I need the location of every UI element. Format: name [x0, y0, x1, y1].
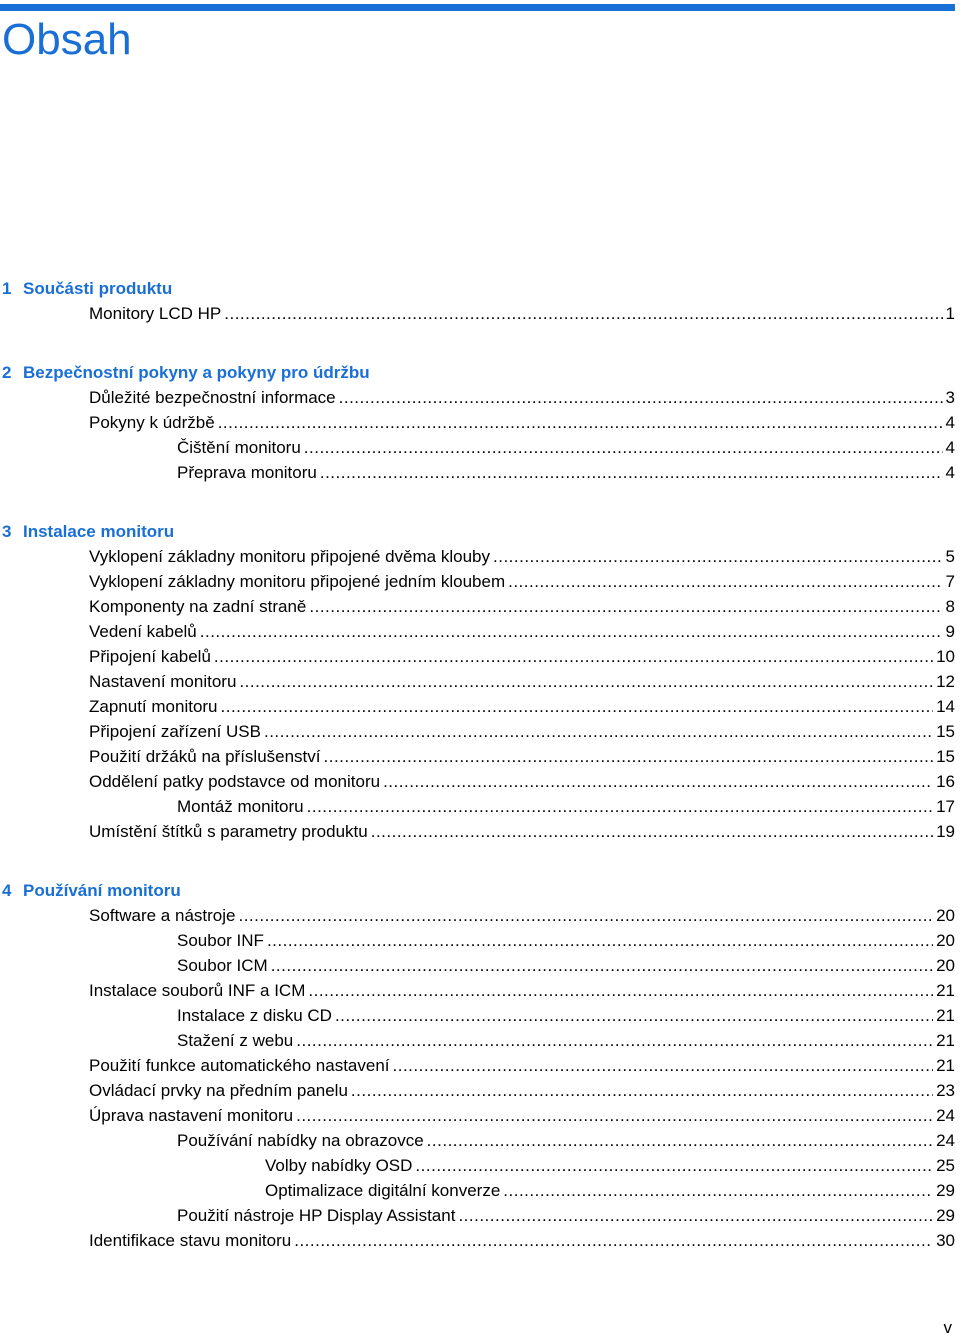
toc-entry-page: 21: [936, 1006, 955, 1025]
toc-entry-page: 14: [936, 697, 955, 716]
dot-leader: [304, 435, 943, 460]
toc-entry-label: Instalace z disku CD: [177, 1006, 332, 1025]
toc-entry-label: Připojení kabelů: [89, 647, 211, 666]
toc-entry-page: 21: [936, 1056, 955, 1075]
toc-entry-label: Umístění štítků s parametry produktu: [89, 822, 368, 841]
toc-entry-label: Vyklopení základny monitoru připojené dvěma klouby: [89, 547, 490, 566]
toc-entry-label: Optimalizace digitální konverze: [265, 1181, 501, 1200]
toc-entry-label: Používání nabídky na obrazovce: [177, 1131, 424, 1150]
toc-entry-page: 4: [945, 463, 955, 482]
toc-entry-page: 21: [936, 1031, 955, 1050]
toc-entry-page: 19: [936, 822, 955, 841]
toc-entry-link[interactable]: [0, 385, 955, 410]
toc-entry-page: 9: [945, 622, 955, 641]
toc-entry-link[interactable]: [0, 769, 955, 794]
toc-entry-page: 25: [936, 1156, 955, 1175]
toc-entry-page: 24: [936, 1106, 955, 1125]
toc-entry-page: 16: [936, 772, 955, 791]
toc-entry-label: Komponenty na zadní straně: [89, 597, 307, 616]
chapter-title: Používání monitoru: [23, 881, 181, 900]
toc-entry-link[interactable]: [0, 794, 955, 819]
toc-entry-page: 15: [936, 722, 955, 741]
toc-entry-page: 23: [936, 1081, 955, 1100]
toc-entry-page: 30: [936, 1231, 955, 1250]
toc-entry-page: 21: [936, 981, 955, 1000]
toc-chapter: [0, 878, 955, 1253]
toc-entry-label: Soubor ICM: [177, 956, 268, 975]
toc-chapter: [0, 360, 955, 485]
dot-leader: [294, 1228, 933, 1253]
dot-leader: [218, 410, 943, 435]
toc-entry-link[interactable]: [0, 1153, 955, 1178]
toc-entry-page: 10: [936, 647, 955, 666]
toc-entry-link[interactable]: [0, 569, 955, 594]
dot-leader: [427, 1128, 933, 1153]
toc-entry-label: Nastavení monitoru: [89, 672, 237, 691]
toc-entry-label: Úprava nastavení monitoru: [89, 1106, 294, 1125]
dot-leader: [307, 794, 933, 819]
table-of-contents: [0, 276, 955, 1287]
toc-entry-label: Použití nástroje HP Display Assistant: [177, 1206, 456, 1225]
toc-entry-link[interactable]: [0, 460, 955, 485]
toc-entry-link[interactable]: [0, 301, 955, 326]
toc-entry-page: 20: [936, 931, 955, 950]
toc-entry-label: Instalace souborů INF a ICM: [89, 981, 306, 1000]
chapter-heading-link[interactable]: [0, 519, 955, 544]
toc-entry-page: 12: [936, 672, 955, 691]
dot-leader: [458, 1203, 933, 1228]
toc-entry-label: Identifikace stavu monitoru: [89, 1231, 292, 1250]
toc-entry-link[interactable]: [0, 953, 955, 978]
toc-entry-label: Čištění monitoru: [177, 438, 301, 457]
dot-leader: [493, 544, 943, 569]
toc-entry-link[interactable]: [0, 928, 955, 953]
dot-leader: [264, 719, 933, 744]
dot-leader: [339, 385, 943, 410]
toc-entry-label: Důležité bezpečnostní informace: [89, 388, 336, 407]
toc-entry-link[interactable]: [0, 669, 955, 694]
toc-entry-label: Stažení z webu: [177, 1031, 294, 1050]
toc-entry-link[interactable]: [0, 694, 955, 719]
toc-entry-label: Vedení kabelů: [89, 622, 197, 641]
toc-entry-link[interactable]: [0, 1078, 955, 1103]
toc-entry-label: Použití funkce automatického nastavení: [89, 1056, 390, 1075]
toc-entry-link[interactable]: [0, 435, 955, 460]
dot-leader: [383, 769, 933, 794]
top-rule: [0, 4, 955, 11]
toc-entry-page: 4: [945, 413, 955, 432]
toc-chapter: [0, 519, 955, 844]
dot-leader: [324, 744, 934, 769]
toc-entry-link[interactable]: [0, 819, 955, 844]
toc-entry-label: Pokyny k údržbě: [89, 413, 215, 432]
toc-entry-page: 3: [945, 388, 955, 407]
dot-leader: [335, 1003, 933, 1028]
toc-entry-label: Ovládací prvky na předním panelu: [89, 1081, 348, 1100]
toc-entry-page: 24: [936, 1131, 955, 1150]
dot-leader: [508, 569, 942, 594]
dot-leader: [320, 460, 943, 485]
toc-entry-link[interactable]: [0, 544, 955, 569]
toc-entry-page: 29: [936, 1181, 955, 1200]
toc-entry-label: Volby nabídky OSD: [265, 1156, 413, 1175]
toc-entry-label: Zapnutí monitoru: [89, 697, 218, 716]
toc-entry-page: 5: [945, 547, 955, 566]
toc-entry-link[interactable]: [0, 744, 955, 769]
chapter-heading-link[interactable]: [0, 360, 955, 385]
page-number: v: [943, 1318, 952, 1337]
dot-leader: [221, 694, 934, 719]
toc-entry-link[interactable]: [0, 1178, 955, 1203]
page-title: Obsah: [2, 15, 132, 64]
toc-chapter: [0, 276, 955, 326]
dot-leader: [239, 669, 933, 694]
dot-leader: [200, 619, 943, 644]
chapter-number: 1: [2, 279, 12, 298]
chapter-number: 3: [2, 522, 12, 541]
toc-entry-link[interactable]: [0, 719, 955, 744]
dot-leader: [503, 1178, 933, 1203]
dot-leader: [415, 1153, 933, 1178]
toc-entry-label: Software a nástroje: [89, 906, 236, 925]
toc-entry-link[interactable]: [0, 594, 955, 619]
toc-entry-page: 4: [945, 438, 955, 457]
chapter-number: 4: [2, 881, 12, 900]
toc-entry-link[interactable]: [0, 644, 955, 669]
toc-entry-link[interactable]: [0, 903, 955, 928]
chapter-title: Instalace monitoru: [23, 522, 175, 541]
toc-entry-link[interactable]: [0, 1103, 955, 1128]
toc-entry-page: 8: [945, 597, 955, 616]
toc-entry-page: 7: [945, 572, 955, 591]
toc-entry-label: Vyklopení základny monitoru připojené jedním kloubem: [89, 572, 506, 591]
dot-leader: [296, 1103, 933, 1128]
dot-leader: [351, 1078, 933, 1103]
toc-entry-link[interactable]: [0, 1003, 955, 1028]
toc-entry-label: Monitory LCD HP: [89, 304, 222, 323]
toc-entry-link[interactable]: [0, 1203, 955, 1228]
dot-leader: [393, 1053, 934, 1078]
chapter-heading-link[interactable]: [0, 276, 955, 301]
toc-entry-label: Soubor INF: [177, 931, 264, 950]
toc-entry-page: 20: [936, 956, 955, 975]
toc-entry-page: 17: [936, 797, 955, 816]
toc-entry-page: 20: [936, 906, 955, 925]
dot-leader: [308, 978, 933, 1003]
toc-entry-link[interactable]: [0, 1128, 955, 1153]
toc-entry-label: Připojení zařízení USB: [89, 722, 261, 741]
dot-leader: [371, 819, 933, 844]
chapter-title: Bezpečnostní pokyny a pokyny pro údržbu: [23, 363, 370, 382]
toc-entry-label: Použití držáků na příslušenství: [89, 747, 321, 766]
dot-leader: [296, 1028, 933, 1053]
toc-entry-label: Montáž monitoru: [177, 797, 304, 816]
dot-leader: [214, 644, 933, 669]
dot-leader: [267, 928, 933, 953]
chapter-number: 2: [2, 363, 12, 382]
dot-leader: [271, 953, 933, 978]
dot-leader: [238, 903, 933, 928]
dot-leader: [309, 594, 942, 619]
toc-entry-link[interactable]: [0, 619, 955, 644]
toc-entry-link[interactable]: [0, 1228, 955, 1253]
toc-entry-label: Přeprava monitoru: [177, 463, 317, 482]
toc-entry-link[interactable]: [0, 978, 955, 1003]
toc-entry-link[interactable]: [0, 410, 955, 435]
dot-leader: [224, 301, 942, 326]
toc-entry-link[interactable]: [0, 1053, 955, 1078]
toc-entry-page: 1: [945, 304, 955, 323]
toc-entry-label: Oddělení patky podstavce od monitoru: [89, 772, 381, 791]
toc-entry-page: 29: [936, 1206, 955, 1225]
chapter-heading-link[interactable]: [0, 878, 955, 903]
toc-entry-page: 15: [936, 747, 955, 766]
toc-entry-link[interactable]: [0, 1028, 955, 1053]
chapter-title: Součásti produktu: [23, 279, 173, 298]
